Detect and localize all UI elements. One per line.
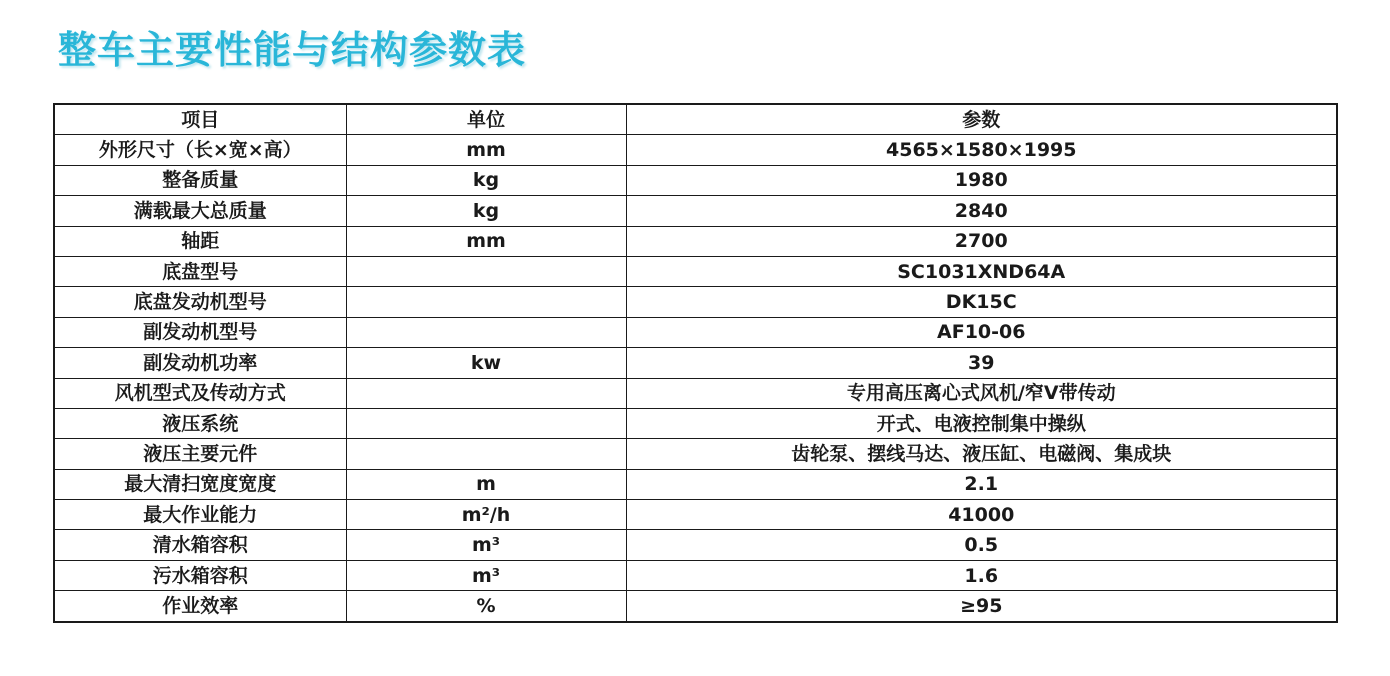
cell-item: 副发动机型号 — [54, 317, 346, 347]
cell-unit — [346, 408, 626, 438]
cell-item: 风机型式及传动方式 — [54, 378, 346, 408]
cell-unit: kg — [346, 196, 626, 226]
header-unit: 单位 — [346, 104, 626, 135]
table-row — [54, 256, 1337, 286]
cell-param: 2840 — [626, 196, 1337, 226]
cell-unit: m³ — [346, 560, 626, 590]
table-row — [54, 196, 1337, 226]
cell-param: DK15C — [626, 287, 1337, 317]
header-param: 参数 — [626, 104, 1337, 135]
table-row — [54, 378, 1337, 408]
cell-item: 外形尺寸（长×宽×高） — [54, 135, 346, 165]
cell-item: 污水箱容积 — [54, 560, 346, 590]
cell-item: 液压系统 — [54, 408, 346, 438]
table-row — [54, 135, 1337, 165]
cell-param: 0.5 — [626, 530, 1337, 560]
cell-item: 底盘发动机型号 — [54, 287, 346, 317]
cell-param: AF10-06 — [626, 317, 1337, 347]
cell-param: 齿轮泵、摆线马达、液压缸、电磁阀、集成块 — [626, 439, 1337, 469]
cell-unit: mm — [346, 226, 626, 256]
cell-unit — [346, 287, 626, 317]
table-row — [54, 469, 1337, 499]
table-row — [54, 500, 1337, 530]
table-row — [54, 348, 1337, 378]
cell-item: 清水箱容积 — [54, 530, 346, 560]
table-row — [54, 439, 1337, 469]
cell-item: 作业效率 — [54, 591, 346, 622]
cell-unit — [346, 439, 626, 469]
cell-item: 轴距 — [54, 226, 346, 256]
table-row — [54, 530, 1337, 560]
cell-unit: kg — [346, 165, 626, 195]
cell-unit: m³ — [346, 530, 626, 560]
cell-unit: mm — [346, 135, 626, 165]
cell-param: 39 — [626, 348, 1337, 378]
cell-item: 最大作业能力 — [54, 500, 346, 530]
table-row — [54, 591, 1337, 622]
table-row — [54, 317, 1337, 347]
cell-item: 最大清扫宽度宽度 — [54, 469, 346, 499]
header-item: 项目 — [54, 104, 346, 135]
cell-unit — [346, 378, 626, 408]
table-header-row — [54, 104, 1337, 135]
cell-param: 2.1 — [626, 469, 1337, 499]
cell-item: 液压主要元件 — [54, 439, 346, 469]
cell-unit — [346, 256, 626, 286]
cell-item: 整备质量 — [54, 165, 346, 195]
cell-item: 副发动机功率 — [54, 348, 346, 378]
table-row — [54, 408, 1337, 438]
table-row — [54, 560, 1337, 590]
cell-param: 开式、电液控制集中操纵 — [626, 408, 1337, 438]
table-row — [54, 287, 1337, 317]
table-row — [54, 165, 1337, 195]
cell-param: 4565×1580×1995 — [626, 135, 1337, 165]
cell-param: 1.6 — [626, 560, 1337, 590]
cell-unit: m²/h — [346, 500, 626, 530]
cell-item: 满载最大总质量 — [54, 196, 346, 226]
cell-param: 1980 — [626, 165, 1337, 195]
cell-param: SC1031XND64A — [626, 256, 1337, 286]
cell-param: 41000 — [626, 500, 1337, 530]
cell-item: 底盘型号 — [54, 256, 346, 286]
table-row — [54, 226, 1337, 256]
page-title: 整车主要性能与结构参数表 — [58, 28, 527, 72]
cell-param: 2700 — [626, 226, 1337, 256]
spec-table — [53, 103, 1338, 623]
cell-unit: m — [346, 469, 626, 499]
cell-param: 专用高压离心式风机/窄V带传动 — [626, 378, 1337, 408]
table-body — [54, 135, 1337, 622]
cell-unit: kw — [346, 348, 626, 378]
cell-unit — [346, 317, 626, 347]
cell-param: ≥95 — [626, 591, 1337, 622]
cell-unit: % — [346, 591, 626, 622]
